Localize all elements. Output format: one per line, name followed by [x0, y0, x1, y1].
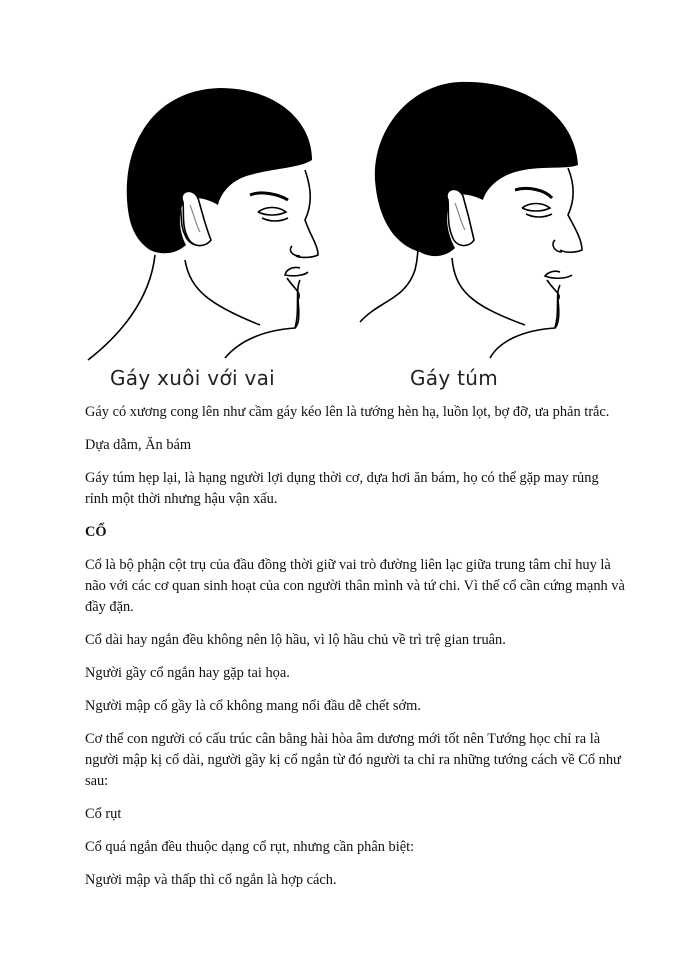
paragraph-short-neck-title: Cổ rụt [85, 806, 122, 822]
paragraph-adams-apple: Cổ dài hay ngắn đều không nên lộ hầu, vì lộ hầu chủ về trì trệ gian truân. [85, 632, 506, 648]
paragraph-balance: Cơ thể con người có cấu trúc cân bằng hài hòa âm dương mới tốt nên Tướng học chỉ ra là người mập kị cổ dài, người gầy kị cổ ngắn từ đó người ta chỉ ra những tướng cách về Cổ như sau: [85, 731, 621, 789]
head-profiles-illustration [0, 0, 700, 370]
left-figure-caption: Gáy xuôi với vai [110, 366, 276, 390]
document-body [85, 402, 625, 903]
paragraph-neck-role: Cổ là bộ phận cột trụ của đầu đồng thời giữ vai trò đường liên lạc giữa trung tâm chỉ huy là não với các cơ quan sinh hoạt của con người thân mình và tứ chi. Vì thế cổ cần cứng mạnh và đầy đặn. [85, 557, 625, 615]
paragraph-thin-short-neck: Người gầy cổ ngắn hay gặp tai họa. [85, 665, 290, 681]
section-heading-neck: CỔ [85, 524, 107, 540]
right-figure-caption: Gáy túm [410, 366, 499, 390]
paragraph-fat-thin-neck: Người mập cổ gầy là cổ không mang nổi đầu dễ chết sớm. [85, 698, 421, 714]
paragraph-dependence-title: Dựa dẫm, Ăn bám [85, 437, 192, 453]
right-hair-shape [375, 82, 578, 256]
illustration-figure [0, 0, 700, 400]
paragraph-fat-short-neck: Người mập và thấp thì cổ ngắn là hợp cách. [85, 872, 337, 888]
paragraph-short-neck-distinguish: Cổ quá ngắn đều thuộc dạng cổ rụt, nhưng cần phân biệt: [85, 839, 415, 855]
paragraph-tight-nape: Gáy túm hẹp lại, là hạng người lợi dụng thời cơ, dựa hơi ăn bám, họ có thể gặp may rủng rỉnh một thời nhưng hậu vận xấu. [85, 470, 599, 507]
paragraph-nape-bone: Gáy có xương cong lên như cầm gáy kéo lên là tướng hèn hạ, luồn lọt, bợ đỡ, ưa phản trắc. [85, 404, 610, 420]
left-hair-shape [127, 88, 312, 253]
